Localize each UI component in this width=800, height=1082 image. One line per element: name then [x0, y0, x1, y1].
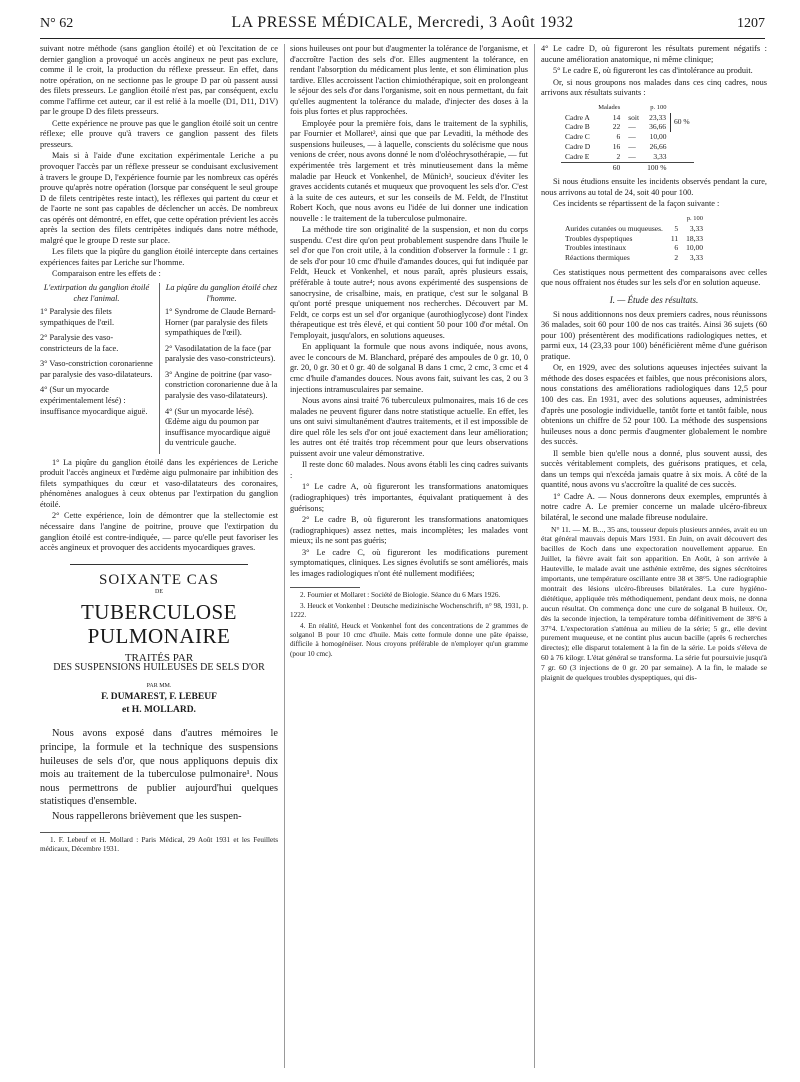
incidents-table: [561, 214, 707, 263]
comparison-right: [159, 283, 278, 454]
table-row: [561, 224, 707, 234]
row-label: Cadre A: [565, 112, 590, 122]
paragraph: Si nous étudions ensuite les incidents observés pendant la cure, nous arrivons au total de 24, soit 40 pour 100.: [541, 177, 767, 197]
paragraph: Il semble bien qu'elle nous a donné, plus souvent aussi, des succès véritablement complets, des guérisons pratiques, et cela, dans un temps qui n'excéda jamais quatre à six mois. A côté de la quantité, nous avons vu s'accroître la qualité de ces succès.: [541, 448, 767, 490]
row-count: 5: [674, 223, 679, 233]
comparison-item: 4° (Sur un myocarde expérimentalement lésé) : insuffisance myocardique aiguë.: [40, 385, 148, 416]
row-sep: —: [628, 141, 636, 151]
article-title-line1: SOIXANTE CAS: [99, 571, 219, 588]
comparison-item: 1° Syndrome de Claude Bernard-Horner (par paralysie des filets sympathiques de l'œil).: [165, 307, 276, 338]
page-number: 1207: [737, 16, 765, 31]
paragraph: 1° Le cadre A, où figureront les transformations anatomiques (radiographiques) très importantes, équivalant pratiquement à des guérisons;: [290, 482, 528, 513]
case-report: N° 11. — M. B..., 35 ans, tousseur depuis plusieurs années, avait eu un état général mauvais depuis Mars 1931. En Juin, on avait découvert des bacilles de Koch dans une expectoration nouvellement apparue. En Juillet, la fièvre avait fait son apparition. En Août, à son arrivée à Hauteville, le malade avait une asthénie extrême, des signes sécrétoires importants, une température oscillante entre 38 et 38°5. Une radiographie montrait des lésions ulcéro-fibreuses bilatérales. La cure hygiéno-diététique, appliquée très méthodiquement, pendant deux mois, ne donna aucun résultat. On commença donc une cure de solganal B huileux. Or, dès la seconde injection, la température tomba définitivement de 38°6 à 37°4. L'expectoration s'atténua au milieu de la série; 5 gr., elle devint purement muqueuse, et ne contint plus aucun bacille (après 6 recherches directes); elle disparut totalement à la fin de la série. Le poids s'éleva de 60 à 76 kilogr. L'état général se transforma. La série fut poursuivie jusqu'à 7 gr. 60 (3 injections de 0 gr. 20 par semaine). A la fin, le malade se plaignit de quelques troubles dyspeptiques, qui dis-: [541, 524, 767, 683]
row-count: 16: [612, 141, 621, 151]
header-malades: Malades: [598, 103, 621, 111]
row-sep: —: [628, 132, 636, 142]
footnote: 2. Fournier et Mollaret : Société de Biologie. Séance du 6 Mars 1926.: [300, 591, 501, 600]
row-pct: 3,33: [689, 223, 704, 233]
article-authors: [40, 691, 278, 717]
row-count: 2: [674, 253, 679, 263]
comparison-item: 3° Angine de poitrine (par vaso-constriction coronarienne due à la paralysie des vaso-dilatateurs).: [165, 369, 278, 400]
row-pct: 3,33: [653, 151, 667, 161]
paragraph: sions huileuses ont pour but d'augmenter la tolérance de l'organisme, et d'accroître l'action des sels d'or. Elles augmentent la tolérance, en rendant l'absorption du médicament plus lente, et son élimination plus tardive. Elles accroissent l'action chimiothérapique, soit en prolongeant le séjour des sels d'or dans l'organisme, soit en nous permettant, du fait qu'elles augmentent la tolérance du malade, d'injecter des doses à la fois plus fortes et plus rapprochées.: [290, 44, 528, 117]
column-divider: [534, 44, 535, 1068]
column-1: [40, 44, 278, 855]
footnote-rule: [290, 587, 360, 588]
row-label: Réactions thermiques: [565, 253, 630, 263]
row-count: 22: [612, 122, 621, 132]
paragraph: 1° Cadre A. — Nous donnerons deux exemples, empruntés à notre cadre A. Le premier concerne un malade ulcéro-fibreux bilatéral, le second une malade fibreuse nodulaire.: [541, 491, 767, 522]
authors-line2: et H. MOLLARD.: [122, 705, 196, 716]
row-count: 14: [612, 112, 621, 122]
row-label: Cadre C: [565, 132, 590, 142]
row-pct: 36,66: [649, 122, 666, 132]
table-row: [561, 243, 707, 253]
authors-line1: F. DUMAREST, F. LEBEUF: [101, 692, 217, 703]
paragraph: Ces incidents se répartissent de la façon suivante :: [553, 199, 720, 209]
paragraph: 4° Le cadre D, où figureront les résultats purement négatifs : aucune amélioration anatomique, ni même clinique;: [541, 44, 767, 64]
paragraph: Mais si à l'aide d'une excitation expérimentale Leriche a pu provoquer l'accès par un réflexe presseur se conduisant exclusivement à travers le groupe D, l'expérience fournie par les nombreux cas opérés prouve qu'après notre opération (lorsque par conséquent le seul groupe D de filets centripètes reste intact), les réflexes qui partent du cœur et de l'aorte ne sont pas capables de déclencher un accès. De nombreux cas opérés ont démontré, en effet, que cette opération prévient les accès après la section des filets centripètes indiqués dans notre méthode, malgré que le groupe D reste sur place.: [40, 151, 278, 245]
table-row: [561, 132, 694, 142]
row-label: Troubles intestinaux: [565, 243, 627, 253]
comparison-item: 4° (Sur un myocarde lésé). Œdème aigu du poumon par insuffisance myocardique aiguë du ventricule gauche.: [165, 406, 271, 448]
row-label: Aurides cutanées ou muqueuses.: [565, 223, 663, 233]
comparison-item: 2° Paralysie des vaso-constricteurs de la face.: [40, 333, 119, 353]
paragraph: Or, en 1929, avec des solutions aqueuses injectées suivant la méthode des doses espacées et faibles, que nous préconisions alors, nous constations des améliorations radiologiques dans 12,5 pour 100 des cas. En 1931, avec des solutions aqueuses, administrées d'après une posologie individuelle, tantôt forte et tantôt faible, nous obtenions un chiffre de 52 pour 100. La méthode des suspensions huileuses nous a donc permis d'augmenter globalement le nombre des succès.: [541, 363, 767, 447]
row-sep: soit: [628, 112, 640, 122]
header-pct: p. 100: [686, 214, 704, 222]
row-pct: 23,33: [649, 112, 666, 122]
row-pct: 10,00: [686, 243, 704, 253]
paragraph: 2° Le cadre B, où figureront les transformations anatomiques (radiographiques) assez nettes, mais incomplètes; les malades vont mieux; ils ne sont pas guéris;: [290, 515, 528, 546]
total-count: 60: [594, 162, 624, 172]
header-rule: [40, 38, 765, 39]
paragraph: 3° Le cadre C, où figureront les modifications purement symptomatiques, cliniques. Les signes évolutifs se sont améliorés, mais les images radiologiques n'ont été nullement modifiées;: [290, 547, 528, 578]
header-pct: p. 100: [650, 103, 667, 111]
paragraph: La méthode tire son originalité de la suspension, et non du corps suspendu. C'est dire qu'on peut probablement suspendre dans l'huile le sel d'or que l'on croit utile, à la condition d'observer la formule : 1 gr. de sels d'or pour 10 cmc d'huile d'amandes douces, qui fut indiquée par Feldt, Heuck et Vonkenhel, et nous paraît, après plusieurs essais, préférable à toute autre⁴; nous avons expérimenté des suspensions de sanocrysine, de crisalbine, mais, en pratique, c'est sur le solganal B qu'ont porté presque uniquement nos recherches. Découvert par M. Feldt, ce corps est un sel d'or organique (aurothioglycose) dont l'index thérapeutique est très élevé, et qui contient 50 pour 100 d'or métal. On l'employait, jusqu'alors, en solutions aqueuses.: [290, 225, 528, 340]
lead-paragraph: Nous avons exposé dans d'autres mémoires le principe, la formule et la technique des suspensions huileuses de sels d'or, que nous appliquons depuis dix mois au traitement de la tuberculose pulmonaire¹. Nous nous permettrons de publier aujourd'hui quelques statistiques d'ensemble.: [40, 728, 278, 808]
comparison-item: 1° Paralysie des filets sympathiques de l'œil.: [40, 307, 115, 327]
comparison-left: [40, 283, 153, 454]
table-row: [561, 234, 707, 244]
total-pct: 100 %: [643, 162, 670, 172]
footnote: 4. En réalité, Heuck et Vonkenhel font des concentrations de 2 grammes de solganol B pour 10 cmc d'huile. Mais cette formule donne une pâte épaisse, difficile à homogénéiser. Nous croyons préférable de n'employer qu'un gramme (pour 10 cmc).: [290, 621, 528, 658]
comparison-table: [40, 283, 278, 454]
row-pct: 18,33: [686, 233, 704, 243]
row-pct: 26,66: [649, 141, 667, 151]
row-label: Cadre E: [565, 151, 590, 161]
comparison-left-heading: L'extirpation du ganglion étoilé chez l'animal.: [43, 283, 150, 303]
journal-title: LA PRESSE MÉDICALE, Mercredi, 3 Août 1932: [231, 14, 574, 31]
row-label: Cadre D: [565, 141, 591, 151]
paragraph: Or, si nous groupons nos malades dans ces cinq cadres, nous arrivons aux résultats suivants :: [541, 77, 767, 98]
row-pct: 3,33: [689, 253, 704, 263]
results-table: [561, 103, 694, 173]
paragraph: Comparaison entre les effets de :: [52, 269, 161, 279]
paragraph: Cette expérience ne prouve pas que le ganglion étoilé soit un centre réflexe; elle prouve qu'à travers ce ganglion passent des filets presseurs.: [40, 118, 278, 149]
article-subtitle-line1: TRAITÉS PAR: [124, 651, 194, 664]
row-count: 11: [670, 233, 679, 243]
row-count: 2: [616, 151, 621, 161]
paragraph: Les filets que la piqûre du ganglion étoilé intercepte dans certaines expériences faites par Leriche sur l'homme.: [40, 247, 278, 267]
table-row: [561, 113, 694, 123]
article-separator: [70, 564, 248, 565]
table-row: [561, 152, 694, 162]
footnote: 1. F. Lebeuf et H. Mollard : Paris Médical, 29 Août 1931 et les Feuillets médicaux, Décembre 1931.: [40, 835, 278, 853]
comparison-item: 3° Vaso-constriction coronarienne par paralysie des vaso-dilatateurs.: [40, 359, 153, 379]
row-label: Cadre B: [565, 122, 590, 132]
paragraph: Employée pour la première fois, dans le traitement de la syphilis, par Fournier et Mollaret², ainsi que que par Levaditi, la méthode des suspensions huileuses, — à laquelle, conscients du solécisme que nous venions de créer, nous avons donné le nom d'oléochrysothérapie, — fut expérimentée très largement et très minutieusement dans la même maladie par Heuck et Vonkenhel, de Münich³, soucieux d'éviter les graves accidents cutanés et muqueux que provoquent les sels d'or. C'est à la suite de ces auteurs, et sur les conseils de M. Feldt, de l'Institut Robert Koch, que nous avons eu l'idée de lui donner une indication nouvelle : le traitement de la tuberculose pulmonaire.: [290, 118, 528, 223]
comparison-right-heading: La piqûre du ganglion étoilé chez l'homme.: [165, 283, 278, 303]
row-count: 6: [674, 243, 679, 253]
paragraph: suivant notre méthode (sans ganglion étoilé) et où l'excitation de ce dernier ganglion a provoqué un accès angineux ne peut pas exclure, comme il le croit, la production du réflexe presseur. En effet, dans notre opération, on ne sectionne pas le groupe D par où passent aussi des filets presseurs. Le ganglion étoilé n'est pas, par conséquent, exclu comme l'affirme cet auteur, car il est relié à la moelle (D1, D11, D1V) par le groupe D des filets presseurs.: [40, 44, 278, 117]
row-sep: —: [628, 122, 636, 132]
row-sep: —: [628, 151, 636, 161]
table-header: [561, 214, 707, 224]
article-par: PAR MM.: [146, 682, 172, 689]
paragraph: 1° La piqûre du ganglion étoilé dans les expériences de Leriche produit l'accès angineux et l'œdème aigu pulmonaire par inhibition des filets sympathiques du cœur et vaso-dilatateurs des coronaires, phénomènes analogues à ceux obtenus par l'extirpation du ganglion étoilé.: [40, 457, 278, 509]
lead-paragraph: Nous rappellerons brièvement que les suspen-: [52, 810, 242, 822]
footnote-rule: [40, 832, 110, 833]
article-subtitle-line2: DES SUSPENSIONS HUILEUSES DE SELS D'OR: [53, 662, 265, 674]
table-header: [561, 103, 694, 113]
paragraph: En appliquant la formule que nous avons indiquée, nous avons, avec le concours de M. Blanchard, préparé des ampoules de 0 gr. 10, 0 gr. 20, 0 gr. 30 et 0 gr. 40 de solganal B dans 1 cmc, 2 cmc, 3 cmc et 4 cmc d'huile d'amandes douces. Nous avons fait, suivant les cas, 2 ou 3 injections intramusculaires par semaine.: [290, 342, 528, 394]
column-divider: [284, 44, 285, 1068]
paragraph: 5° Le cadre E, où figureront les cas d'intolérance au produit.: [553, 66, 753, 76]
table-total-row: [561, 162, 694, 172]
article-title-de: DE: [155, 589, 163, 596]
table-row: [561, 253, 707, 263]
article-title-line2: TUBERCULOSE PULMONAIRE: [80, 599, 237, 648]
section-heading: I. — Étude des résultats.: [609, 295, 699, 306]
paragraph: 2° Cette expérience, loin de démontrer que la stellectomie est nécessaire dans l'angine de poitrine, prouve que l'extirpation du ganglion étoilé est contre-indiquée, — parce qu'elle peut favoriser les accès angineux et provoquer des accidents myocardiques graves.: [40, 511, 278, 553]
paragraph: Ces statistiques nous permettent des comparaisons avec celles que nous offraient nos études sur les sels d'or en solution aqueuse.: [541, 267, 767, 288]
brace-total: 60 %: [670, 113, 693, 133]
comparison-item: 2° Vasodilatation de la face (par paralysie des vaso-constricteurs).: [165, 343, 276, 364]
column-2: [290, 44, 528, 660]
issue-number: N° 62: [40, 16, 74, 31]
page-header: [40, 12, 765, 38]
table-row: [561, 142, 694, 152]
row-count: 6: [616, 132, 621, 142]
row-pct: 10,00: [649, 132, 667, 142]
paragraph: Nous avons ainsi traité 76 tuberculeux pulmonaires, mais 16 de ces malades ne peuvent figurer dans notre statistique actuelle. En effet, les uns ont suivi simultanément d'autres traitements, et il est impossible de dire quel rôle les sels d'or ont joué exactement dans leur amélioration; les autres ont été traités trop récemment pour que leurs observations puissent avoir une valeur démonstrative.: [290, 396, 528, 458]
column-3: [541, 44, 767, 684]
footnote: 3. Heuck et Vonkenhel : Deutsche medizinische Wochenschrift, n° 98, 1931, p. 1222.: [290, 601, 528, 620]
row-label: Troubles dyspeptiques: [565, 233, 633, 243]
paragraph: Si nous additionnons nos deux premiers cadres, nous réunissons 36 malades, soit 60 pour 100 de nos cas traités. Ainsi 36 sujets (60 pour 100) présentèrent des modifications radiologiques nettes, et parmi eux, 14 (23,33 pour 100) bénéficièrent même d'une guérison pratique.: [541, 309, 767, 361]
paragraph: Il reste donc 60 malades. Nous avons établi les cinq cadres suivants :: [290, 460, 528, 480]
